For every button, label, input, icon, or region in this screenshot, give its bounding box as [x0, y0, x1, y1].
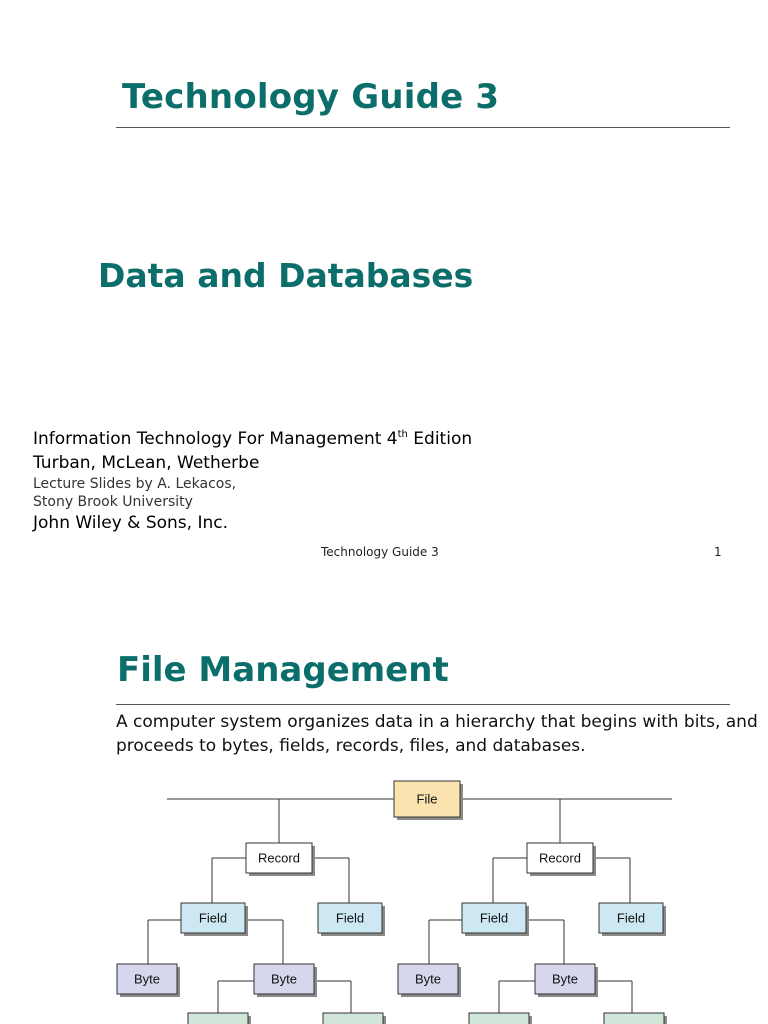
record-node-right — [527, 843, 596, 876]
slides-by-credit: Lecture Slides by A. Lekacos, — [33, 476, 237, 492]
byte-node-right-1-label: Byte — [414, 971, 442, 987]
publisher-credit: John Wiley & Sons, Inc. — [33, 513, 229, 533]
book-title-credit — [33, 429, 472, 449]
edition-superscript: th — [397, 429, 408, 440]
byte-node-left-1-label: Byte — [133, 971, 161, 987]
file-node-label: File — [416, 791, 438, 807]
slide1-title-divider — [116, 127, 730, 128]
record-node-left — [246, 843, 315, 876]
field-node-right-2 — [599, 903, 666, 936]
authors-credit: Turban, McLean, Wetherbe — [33, 453, 260, 473]
bit-node-left-2-face — [323, 1013, 383, 1024]
slide2-title-divider — [116, 704, 730, 705]
field-node-left-2 — [318, 903, 385, 936]
slide2-title: File Management — [117, 650, 449, 690]
book-title: Information Technology For Management 4 — [33, 429, 398, 449]
slide1-page-number: 1 — [714, 545, 722, 559]
byte-node-right-1 — [398, 964, 461, 997]
bit-node-right-2-face — [604, 1013, 664, 1024]
field-node-right-1 — [462, 903, 529, 936]
university-credit: Stony Brook University — [33, 494, 193, 510]
byte-node-left-2-label: Byte — [270, 971, 298, 987]
field-node-right-2-label: Field — [616, 910, 646, 926]
byte-node-left-2 — [254, 964, 317, 997]
hierarchy-nodes — [117, 781, 667, 1024]
file-node — [394, 781, 463, 820]
field-node-right-1-label: Field — [479, 910, 509, 926]
data-hierarchy-diagram — [0, 770, 768, 1024]
field-node-left-1-label: Field — [198, 910, 228, 926]
bit-node-left-1 — [188, 1013, 251, 1024]
byte-node-right-2 — [535, 964, 598, 997]
byte-node-left-1 — [117, 964, 180, 997]
slide1-footer: Technology Guide 3 — [321, 545, 439, 559]
record-node-left-label: Record — [258, 850, 300, 866]
bit-node-left-1-face — [188, 1013, 248, 1024]
slide1-title: Technology Guide 3 — [122, 77, 500, 117]
bit-node-right-1 — [469, 1013, 532, 1024]
byte-node-right-2-label: Byte — [551, 971, 579, 987]
edition-suffix: Edition — [407, 429, 473, 449]
field-node-left-1 — [181, 903, 248, 936]
record-node-right-label: Record — [539, 850, 581, 866]
field-node-left-2-label: Field — [335, 910, 365, 926]
slide1-subtitle: Data and Databases — [98, 256, 474, 295]
bit-node-left-2 — [323, 1013, 386, 1024]
bit-node-right-2 — [604, 1013, 667, 1024]
bit-node-right-1-face — [469, 1013, 529, 1024]
slide2-body-text: A computer system organizes data in a hierarchy that begins with bits, and proceeds to bytes, fields, records, files, and databases. — [116, 712, 758, 756]
